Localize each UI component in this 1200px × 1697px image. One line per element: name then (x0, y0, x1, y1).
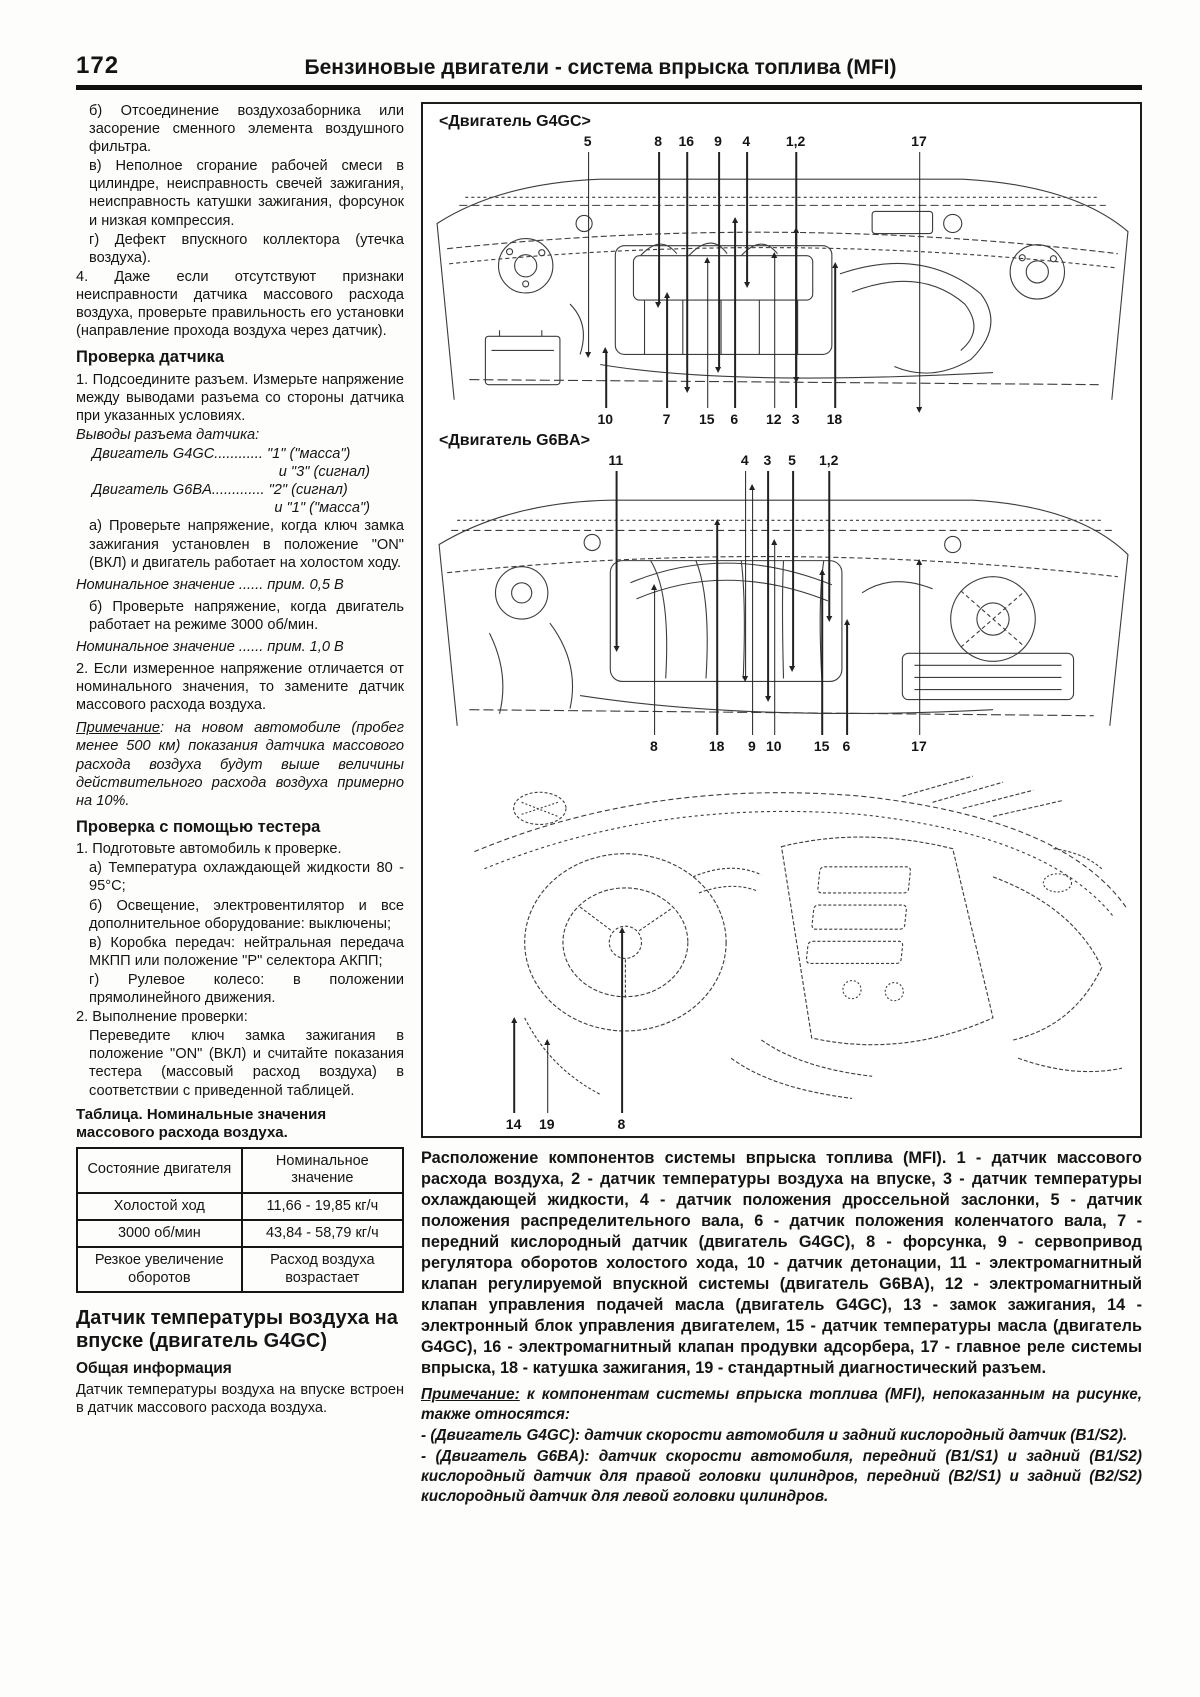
paragraph: б) Отсоединение воздухозаборника или засорение сменного элемента воздушного фильтра. (89, 103, 404, 156)
callout-7 (663, 409, 671, 429)
callout-leader-line (767, 471, 769, 696)
callout-number: 6 (730, 410, 739, 427)
callout-leader-line (547, 1045, 549, 1113)
paragraph: г) Дефект впускного коллектора (утечка воздуха). (89, 231, 404, 266)
table-cell: 3000 об/мин (77, 1220, 242, 1247)
nominal-value: Номинальное значение ...... прим. 1,0 В (76, 638, 344, 655)
callout-leader-line (686, 152, 688, 387)
section-heading: Проверка датчика (76, 348, 225, 367)
callout-14 (506, 1114, 522, 1134)
page-number: 172 (76, 52, 120, 79)
callout-1,2 (819, 450, 838, 470)
engine-bay-sketch (429, 472, 1134, 732)
callouts-top (429, 131, 1134, 153)
callout-1,2 (786, 131, 805, 151)
callout-8 (618, 1114, 626, 1134)
callout-leader-line (605, 353, 607, 408)
callout-9 (714, 131, 722, 151)
pin-spec: Двигатель G4GC............ "1" ("масса") (92, 446, 351, 463)
callout-number: 11 (608, 451, 624, 468)
callout-leader-line (919, 565, 921, 735)
callout-3 (763, 450, 771, 470)
pin-spec: Двигатель G6BA............. "2" (сигнал) (92, 482, 348, 499)
page-title: Бензиновые двигатели - система впрыска топлива (MFI) (304, 56, 897, 79)
callout-15 (814, 736, 830, 756)
callout-leader-line (588, 152, 590, 352)
figure-engine-diagrams (421, 102, 1142, 1138)
callout-leader-line (514, 1023, 516, 1113)
callout-leader-line (616, 471, 618, 646)
callout-11 (608, 450, 623, 470)
callout-15 (699, 409, 715, 429)
callout-number: 12 (765, 410, 782, 427)
page-content (76, 102, 1142, 1507)
callout-number: 8 (649, 737, 658, 754)
callout-number: 3 (763, 451, 772, 468)
callout-leader-line (829, 471, 831, 616)
pin-spec-cont: и "1" ("масса") (274, 500, 370, 517)
callout-16 (679, 131, 695, 151)
table-cell: Холостой ход (77, 1193, 242, 1220)
callout-5 (584, 131, 592, 151)
callouts-top (429, 450, 1134, 472)
paragraph: а) Температура охлаждающей жидкости 80 - 95°С; (89, 860, 404, 895)
callout-number: 15 (813, 737, 830, 754)
header-rule (76, 85, 1142, 90)
figure-caption: Расположение компонентов системы впрыска топлива (MFI). 1 - датчик массового расхода воздуха, 2 - датчик температуры воздуха на впуске, 3 - датчик температуры охлаждающей жидкости, 4 - датчик положения дроссельной заслонки, 5 - датчик положения распределительного вала, 6 - датчик положения коленчатого вала, 7 - передний кислородный датчик (двигатель G4GC), 8 - форсунка, 9 - сервопривод регулятора оборотов холостого хода, 10 - датчик детонации, 11 - электромагнитный клапан регулируемой впускной системы (двигатель G6BA), 12 - электромагнитный клапан управления подачей масла (двигатель G4GC), 13 - замок зажигания, 14 - электронный блок управления двигателем, 15 - датчик температуры масла (двигатель G4GC), 16 - электромагнитный клапан продувки адсорбера, 17 - главное реле системы впрыска, 18 - катушка зажигания, 19 - стандартный диагностический разъем. (421, 1149, 1142, 1378)
callout-leader-line (774, 545, 776, 735)
callout-17 (911, 736, 927, 756)
callout-8 (654, 131, 662, 151)
note-item: - (Двигатель G4GC): датчик скорости автомобиля и задний кислородный датчик (B1/S2). (421, 1427, 1128, 1445)
chapter-heading: Датчик температуры воздуха на впуске (двигатель G4GC) (76, 1307, 398, 1353)
diagram-dashboard (429, 756, 1134, 1135)
callout-number: 15 (698, 410, 715, 427)
paragraph: 2. Выполнение проверки: (76, 1009, 248, 1026)
table-row (77, 1220, 403, 1247)
callout-number: 1,2 (819, 451, 839, 468)
callout-number: 5 (788, 451, 796, 468)
table-cell: 43,84 - 58,79 кг/ч (242, 1220, 403, 1247)
callout-18 (827, 409, 843, 429)
callout-number: 1,2 (785, 133, 806, 149)
note (76, 719, 404, 809)
paragraph: б) Освещение, электровентилятор и все дополнительное оборудование: выключены; (89, 897, 404, 932)
callout-12 (766, 409, 782, 429)
note-intro-text: к компонентам системы впрыска топлива (MFI), непоказанным на рисунке, также относятся: (421, 1386, 1142, 1424)
dashboard-sketch (429, 756, 1134, 1111)
callout-number: 17 (911, 737, 927, 754)
callout-10 (766, 736, 782, 756)
table-cell: Резкое увеличение оборотов (77, 1247, 242, 1292)
callout-17 (911, 131, 927, 151)
paragraph: 2. Если измеренное напряжение отличается от номинального значения, то замените датчик массового расхода воздуха. (76, 661, 404, 714)
paragraph: Переведите ключ замка зажигания в положение "ON" (ВКЛ) и считайте показания тестера (массовый расход воздуха) в соответствии с приведенной таблицей. (89, 1028, 404, 1099)
callout-number: 9 (747, 737, 756, 754)
diagram-label: <Двигатель G6BA> (439, 431, 590, 449)
callout-number: 5 (583, 133, 592, 149)
table-title: Таблица. Номинальные значения массового расхода воздуха. (76, 1105, 327, 1142)
callout-4 (741, 450, 749, 470)
callout-19 (539, 1114, 555, 1134)
callout-number: 18 (826, 410, 843, 427)
section-heading: Проверка с помощью тестера (76, 817, 321, 836)
subsection-heading: Общая информация (76, 1360, 232, 1378)
paragraph: 1. Подготовьте автомобиль к проверке. (76, 841, 342, 858)
callout-number: 6 (842, 737, 851, 754)
diagram-g4gc (429, 113, 1134, 429)
callouts-bottom (429, 405, 1134, 429)
callout-number: 10 (597, 410, 614, 427)
callout-leader-line (654, 590, 656, 735)
callouts-bottom (429, 732, 1134, 756)
callout-leader-line (746, 152, 748, 282)
callout-leader-line (658, 152, 660, 302)
nominal-value: Номинальное значение ...... прим. 0,5 В (76, 576, 344, 593)
callout-number: 19 (538, 1116, 555, 1133)
callout-number: 8 (617, 1116, 626, 1133)
airflow-spec-table (76, 1147, 404, 1293)
paragraph: 1. Подсоедините разъем. Измерьте напряжение между выводами разъема со стороны датчика при указанных условиях. (76, 371, 404, 424)
callout-leader-line (667, 298, 669, 408)
callout-18 (709, 736, 725, 756)
callout-number: 9 (714, 133, 722, 149)
callout-number: 7 (662, 410, 671, 427)
left-column (76, 102, 404, 1507)
note-text: : на новом автомобиле (пробег менее 500 км) показания датчика массового расхода воздуха будут выше величины действительного расхода воздуха примерно на 10%. (76, 720, 404, 809)
callout-number: 4 (740, 451, 749, 468)
table-row (77, 1247, 403, 1292)
diagram-g6ba (429, 432, 1134, 756)
callout-leader-line (834, 268, 836, 408)
note-label: Примечание (76, 720, 161, 737)
callout-leader-line (822, 575, 824, 735)
note-label: Примечание: (421, 1386, 520, 1404)
paragraph: в) Неполное сгорание рабочей смеси в цилиндре, неисправность свечей зажигания, неисправность катушки зажигания, форсунок и низкая компрессия. (89, 158, 404, 229)
right-column (421, 102, 1142, 1507)
callout-number: 3 (791, 410, 800, 427)
table-header-cell: Номинальное значение (242, 1148, 403, 1193)
callout-leader-line (774, 258, 776, 408)
callout-number: 4 (742, 133, 751, 149)
page-header (76, 52, 1142, 80)
callout-leader-line (717, 525, 719, 735)
paragraph: а) Проверьте напряжение, когда ключ замка зажигания установлен в положение "ON" (ВКЛ) и двигатель работает на холостом ходу. (89, 518, 404, 571)
callout-leader-line (752, 490, 754, 735)
engine-bay-sketch (429, 153, 1134, 405)
callout-leader-line (734, 223, 736, 408)
callout-10 (597, 409, 613, 429)
callout-leader-line (919, 152, 921, 407)
callout-6 (842, 736, 850, 756)
diagram-label: <Двигатель G4GC> (439, 113, 591, 130)
callout-number: 8 (654, 133, 663, 149)
callout-number: 14 (505, 1116, 522, 1133)
callout-leader-line (792, 471, 794, 666)
table-cell: Расход воздуха возрастает (242, 1247, 403, 1292)
callout-number: 10 (765, 737, 782, 754)
callout-leader-line (707, 263, 709, 408)
callout-leader-line (745, 471, 747, 676)
callout-leader-line (846, 625, 848, 735)
callout-4 (742, 131, 750, 151)
pin-spec-cont: и "3" (сигнал) (278, 464, 370, 481)
callout-number: 17 (911, 133, 927, 149)
figure-note (421, 1385, 1142, 1506)
pins-label: Выводы разъема датчика: (76, 426, 260, 443)
paragraph: г) Рулевое колесо: в положении прямолинейного движения. (89, 971, 404, 1007)
callout-number: 18 (708, 737, 725, 754)
callout-9 (748, 736, 756, 756)
paragraph: 4. Даже если отсутствуют признаки неисправности датчика массового расхода воздуха, проверьте правильность его установки (направление прохода воздуха через датчик). (76, 268, 404, 340)
note-item: - (Двигатель G6BA): датчик скорости автомобиля, передний (B1/S1) и задний (B1/S2) кислородный датчик для правой головки цилиндров, передний (B2/S1) и задний (B2/S2) кислородный датчик для левой головки цилиндров. (421, 1447, 1142, 1505)
table-header-cell: Состояние двигателя (77, 1148, 242, 1193)
paragraph: Датчик температуры воздуха на впуске встроен в датчик массового расхода воздуха. (76, 1382, 404, 1417)
callout-leader-line (621, 933, 623, 1113)
table-cell: 11,66 - 19,85 кг/ч (242, 1193, 403, 1220)
callouts-bottom (429, 1110, 1134, 1134)
note-intro (421, 1385, 1142, 1425)
callout-3 (792, 409, 800, 429)
callout-leader-line (718, 152, 720, 367)
paragraph: б) Проверьте напряжение, когда двигатель работает на режиме 3000 об/мин. (89, 598, 404, 633)
callout-8 (650, 736, 658, 756)
callout-number: 16 (678, 133, 695, 149)
callout-leader-line (796, 233, 798, 408)
paragraph: в) Коробка передач: нейтральная передача МКПП или положение "Р" селектора АКПП; (89, 934, 404, 969)
callout-5 (788, 450, 796, 470)
table-row (77, 1193, 403, 1220)
callout-6 (730, 409, 738, 429)
